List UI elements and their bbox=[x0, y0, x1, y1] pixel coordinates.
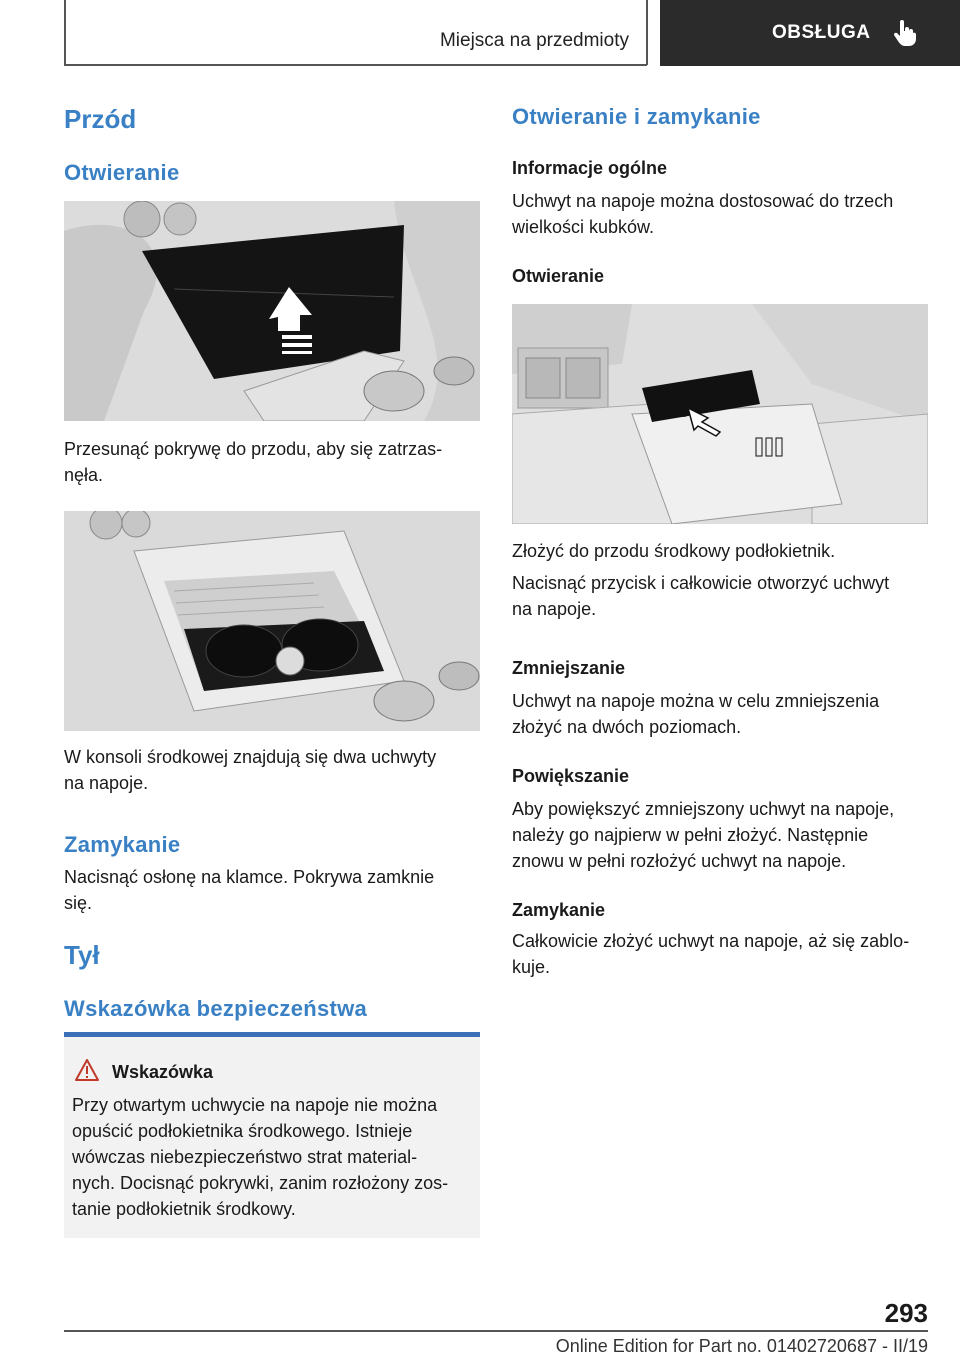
hand-pointer-icon bbox=[893, 20, 917, 46]
heading-enlarge: Powiększanie bbox=[512, 766, 630, 786]
heading-opening-rear: Otwieranie bbox=[512, 266, 605, 286]
caption-line: na napoje. bbox=[512, 599, 597, 619]
paragraph-line: znowu w pełni rozłożyć uchwyt na napoje. bbox=[512, 851, 847, 871]
caption-line: W konsoli środkowej znajdują się dwa uchwyty bbox=[64, 747, 437, 767]
heading-general-info: Informacje ogólne bbox=[512, 158, 668, 178]
section-title: Miejsca na przedmioty bbox=[439, 30, 629, 51]
heading-safety: Wskazówka bezpieczeństwa bbox=[64, 996, 368, 1021]
chapter-tab-label: OBSŁUGA bbox=[772, 22, 871, 43]
caption-line: Przesunąć pokrywę do przodu, aby się zatrzas- bbox=[64, 439, 443, 459]
caption-two-cupholders bbox=[64, 744, 480, 796]
header-rule bbox=[64, 64, 647, 66]
warning-line: tanie podłokietnik środkowy. bbox=[72, 1199, 296, 1219]
heading-reduce: Zmniejszanie bbox=[512, 658, 626, 678]
caption-line: nęła. bbox=[64, 465, 104, 485]
heading-closing: Zamykanie bbox=[64, 832, 181, 857]
paragraph-line: złożyć na dwóch poziomach. bbox=[512, 717, 742, 737]
paragraph-line: należy go najpierw w pełni złożyć. Następnie bbox=[512, 825, 869, 845]
heading-opening: Otwieranie bbox=[64, 160, 180, 185]
figure-cupholders bbox=[64, 511, 480, 731]
warning-triangle-icon bbox=[74, 1058, 100, 1082]
caption-line: Nacisnąć przycisk i całkowicie otworzyć uchwyt bbox=[512, 573, 890, 593]
warning-line: nych. Docisnąć pokrywki, zanim rozłożony zos- bbox=[72, 1173, 449, 1193]
edition-note: Online Edition for Part no. 01402720687 - II/19 bbox=[555, 1336, 928, 1356]
heading-closing-rear: Zamykanie bbox=[512, 900, 606, 920]
paragraph-line: Aby powiększyć zmniejszony uchwyt na napoje, bbox=[512, 799, 895, 819]
figure-rear-armrest bbox=[512, 304, 928, 524]
heading-rear: Tył bbox=[64, 940, 100, 970]
enlarge-text bbox=[512, 796, 928, 874]
paragraph-line: się. bbox=[64, 893, 93, 913]
warning-text bbox=[72, 1092, 472, 1222]
paragraph-line: Całkowicie złożyć uchwyt na napoje, aż się zablo- bbox=[512, 931, 910, 951]
paragraph-line: wielkości kubków. bbox=[512, 217, 655, 237]
warning-line: Przy otwartym uchwycie na napoje nie można bbox=[72, 1095, 438, 1115]
footer-rule bbox=[64, 1330, 928, 1332]
paragraph-line: Uchwyt na napoje można dostosować do trzech bbox=[512, 191, 894, 211]
warning-line: wówczas niebezpieczeństwo strat material- bbox=[72, 1147, 418, 1167]
heading-open-close: Otwieranie i zamykanie bbox=[512, 104, 761, 129]
page-number: 293 bbox=[884, 1298, 928, 1328]
figure-console-cover bbox=[64, 201, 480, 421]
general-info-text bbox=[512, 188, 928, 240]
warning-line: opuścić podłokietnika środkowego. Istnieje bbox=[72, 1121, 413, 1141]
reduce-text bbox=[512, 688, 928, 740]
caption-slide-cover bbox=[64, 436, 480, 488]
heading-front: Przód bbox=[64, 104, 137, 134]
caption-fold-armrest: Złożyć do przodu środkowy podłokietnik. bbox=[512, 541, 836, 561]
paragraph-line: kuje. bbox=[512, 957, 551, 977]
paragraph-line: Nacisnąć osłonę na klamce. Pokrywa zamknie bbox=[64, 867, 435, 887]
closing-text bbox=[64, 864, 480, 916]
warning-title: Wskazówka bbox=[112, 1062, 214, 1082]
chapter-tab[interactable] bbox=[660, 0, 960, 66]
closing-rear-text bbox=[512, 928, 928, 980]
header-right-rule bbox=[646, 0, 648, 65]
caption-open-cupholder bbox=[512, 570, 928, 622]
paragraph-line: Uchwyt na napoje można w celu zmniejszenia bbox=[512, 691, 880, 711]
caption-line: na napoje. bbox=[64, 773, 149, 793]
